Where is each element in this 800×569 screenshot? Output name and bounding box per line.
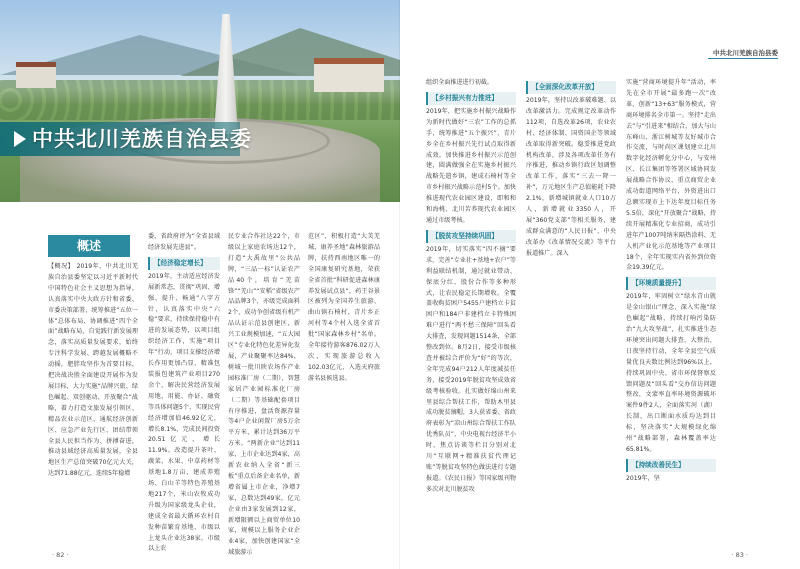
section-heading: 【脱贫攻坚持续巩固】 bbox=[426, 230, 516, 243]
hero-photo bbox=[0, 0, 400, 202]
text-column bbox=[148, 232, 220, 553]
paragraph: 2019年，切实落实“四不摘”要求，完善“专业社+基地+农户”等利益联结机制，通过就业带动、保底分红、股份合作等多种形式，让农民稳定长期增收。全覆盖收购贫困户5455户建档立卡贫困户和184户非建档立卡特殊困难户进行“两不愁三保障”回头看大排查，发现问题1514条，全部整改到位。8月2日，接受市级核查并被综合评价为“好”的等次，全年完成94户212人年度减贫任务，接受2019年脱贫攻坚成效省级考核验收。扎实做好绵山州来里县综合帮扶工作，帮助木里县成功脱贫摘帽，3人获省委、省政府表彰为“凉山州综合帮扶工作队优秀队员”，中央电视台经济半小时、焦点访谈等栏目分别对北川“互联网+精准扶贫代理记账”等脱贫攻坚特色做法进行专题报道。《农民日报》等国家级刊物多次对北川脱贫攻 bbox=[426, 245, 516, 493]
chapter-title bbox=[14, 122, 252, 156]
paragraph: 2019年，牢固树立“绿水青山就是金山银山”理念，深入实施“绿色崛起”战略，持续打响污染防治“九大攻坚战”，扎实推进生态环境突出问题大排查、大整治，日夜坚持行动，全年全县空气质量优良天数比例达到96%以上，持续巩固中央、省市环保督察反馈问题及“回头看”交办信访问题整改，文蒙率直率环境资源破坏案件9件2人，全面落实河（湖）长制，出口断面水质均达到目标，坚决落实“大规模绿化绵州”战略部署，森林覆盖率达65.81%。 bbox=[626, 293, 716, 453]
text-column bbox=[308, 232, 380, 534]
paragraph: 范区”，积极打造“大美羌城、康养圣地”森林旅游品牌，扶持西南地区唯一的全国康复研究基地，荣获全省首批“科研促进森林康养发展试点县”，药王谷景区被列为全国养生旅游、曲山镇石椅村、青片乡正河村等4个村入选全省首批“国家森林乡村”名单。全年接待游客876.02万人次，实现旅游总收入102.03亿元，入选天府旅游名县候选县。 bbox=[308, 233, 380, 382]
section-heading: 【环境质量提升】 bbox=[626, 277, 716, 290]
section-heading: 【经济稳定增长】 bbox=[148, 257, 220, 270]
page-number: · 82 · bbox=[52, 551, 69, 559]
text-column bbox=[626, 78, 716, 534]
paragraph: 2019年，坚 bbox=[626, 474, 660, 482]
divider bbox=[708, 58, 778, 59]
paragraph: 2019年，主动适应经济发展新常态，贯彻“巩固、增强、提升、畅通”八字方针，认真落实中央“六稳”要求，持续保持稳中有进的发展态势，以项目组织经济工作，实施“项目年”行动，项目支撑经济增长作用更加凸显，精准包装报包建筑产业项目270余个，解决民营经济发展用地、用能、办证、融资等具体问题5个，实现民营经济增加值46.92亿元，增长8.1%，完成民间投资20.51亿元，增长11.9%。改造提升茶叶、蔬菜、水果、中草药材等基地1.8万亩，建成养殖场、白山羊等特色养殖基地217个，米山农牧成功升级为国家级龙头企业，建成全省最大循环农村自发种苗繁育基地，市级以上龙头企业达38家，市级以上农 bbox=[148, 272, 220, 553]
running-head: 中共北川羌族自治县委 bbox=[713, 49, 778, 57]
triangle-arrow-icon bbox=[14, 131, 26, 147]
chapter-title-text: 中共北川羌族自治县委 bbox=[32, 127, 252, 151]
section-heading: 【乡村振兴有力推进】 bbox=[426, 92, 516, 105]
paragraph: 实施“营商环境提升年”活动，率先在全市开展“最多跑一次”改革，创新“13+63”服务模式，营商环境排名全市第一。坚持“走出去”与“引进来”相结合，加大与山东峰山、浙江树城等友好城市合作交流，与时尚区课划建立北川数字化经济孵化分中心，与安州区、长江集团等签署区域协同发展战略合作协议，重点商贸企业成功街道网络平台，外资进出口总额实现市上下达年度目标任务5.5倍，深化“开放聚合”战略，持续开展精准化专业招商，成功引进年产1007吨纳米隔热涂料、无人机产业化示范基地等产业项目18个，全年实现实内省外到位资金19.39亿元。 bbox=[626, 79, 716, 272]
right-page bbox=[400, 0, 800, 569]
text-column bbox=[426, 78, 516, 534]
section-heading: 【全面深化改革开放】 bbox=[526, 81, 616, 94]
text-column bbox=[228, 232, 300, 557]
paragraph: 2019年，坚持以改革破难题、以改革激活力。完成规定改革动作112项，自选改革26项，农业农村、经济体制、国资国企等领域改革取得新突破。稳妥推进党政机构改革，涉及各项改革任务有序推进，推动乡镇行政区划调整改革工作，落实“三去一降一补”，万元地区生产总值能耗下降2.1%，新增城镇就业人口10万人，新增就业3350人，开展“360党支部”等相关服务，建成群众满意的“人民日报”、中央改革办《改革情况交流》等平台报道推广。深入 bbox=[526, 97, 616, 257]
text-column bbox=[48, 262, 138, 534]
building bbox=[16, 62, 56, 88]
text-column bbox=[526, 78, 616, 534]
paragraph: 【概况】 2019年，中共北川羌族自治县委坚定以习近平新时代中国特色社会主义思想为指导，认真落实中央大政方针和省委、市委决策部署，统筹推进“五位一体”总体布局、协调推进“四个全面”战略布局，自觉践行新发展理念，落实高质量发展要求，始终专注科学发展、跨越发展概略不动摇，肥胖攻坚作为首要目标，把决战决胜全面建设开展作为发展目标，大力实施“品牌兴旅、绿色崛起、双创驱动、开放聚合”战略，着力打造文旅发展引领区、精品农业示范区、通航经济创新区、应急产业先行区、团结带领全县人民担当作为、拼搏奋进，推动县域经济高质量发展，全县地区生产总值突破70亿元大关，达到71.88亿元，连续5年稳增 bbox=[48, 263, 138, 478]
paragraph: 委、省政府评为“全省县域经济发展先进县”。 bbox=[148, 233, 220, 251]
overview-heading: 概述 bbox=[48, 235, 130, 257]
paragraph: 组织全面推进进行初截。 bbox=[426, 79, 494, 86]
page-number: · 83 · bbox=[731, 551, 748, 559]
paragraph: 2019年，把实施乡村振兴战略作为新时代做好“三农”工作的总抓手，统筹推进“五个振兴”，青片乡全在乡村振兴先行试点取得新成效。加快推进乡村振兴示范创建，圆满做强全在实施乡村振兴战略先遣乡镇，建成石椅村等全市乡村振兴战略示范村5个。加快推进现代农业园区建设，即和和和海桃、北川苦荞现代农业园区通过市级考核。 bbox=[426, 107, 516, 224]
section-heading: 【持续改善民生】 bbox=[626, 459, 716, 472]
paragraph: 民专业合作社达22个，市级以上家庭农场达12个，打造“大禹故里”公共品牌，“三品一标”认证农产品40个，培育“羌苗锋”“羌山”“安稻”省级农产品品牌3个，亦级完成面料2个，成功争创省级有机产品认证示范县创建区，新兴工业规模加速，“五大园区”专业化特色化差异化发展，产业聚聚率达84%，树城一批川陕农场作产业园标准厂房（二期）、智慧家居产业园标准化厂房（二期）等基础配套项目有序推进，盘活资源存量等4户企业闲置厂房5万余平方米，累计达到36万平方米。“两新企业”达到11家，上市企业达到4家，高新农业纳入全省“新三板”重点后备企业名单，新增省属上市企业，净增7家，总数达到49家，亿元企业由3家发展到12家，新增限额以上商贸单位10家，规模以上服务企业企业4家，加快创建国家“全域旅游示 bbox=[228, 233, 300, 557]
building bbox=[314, 58, 384, 92]
